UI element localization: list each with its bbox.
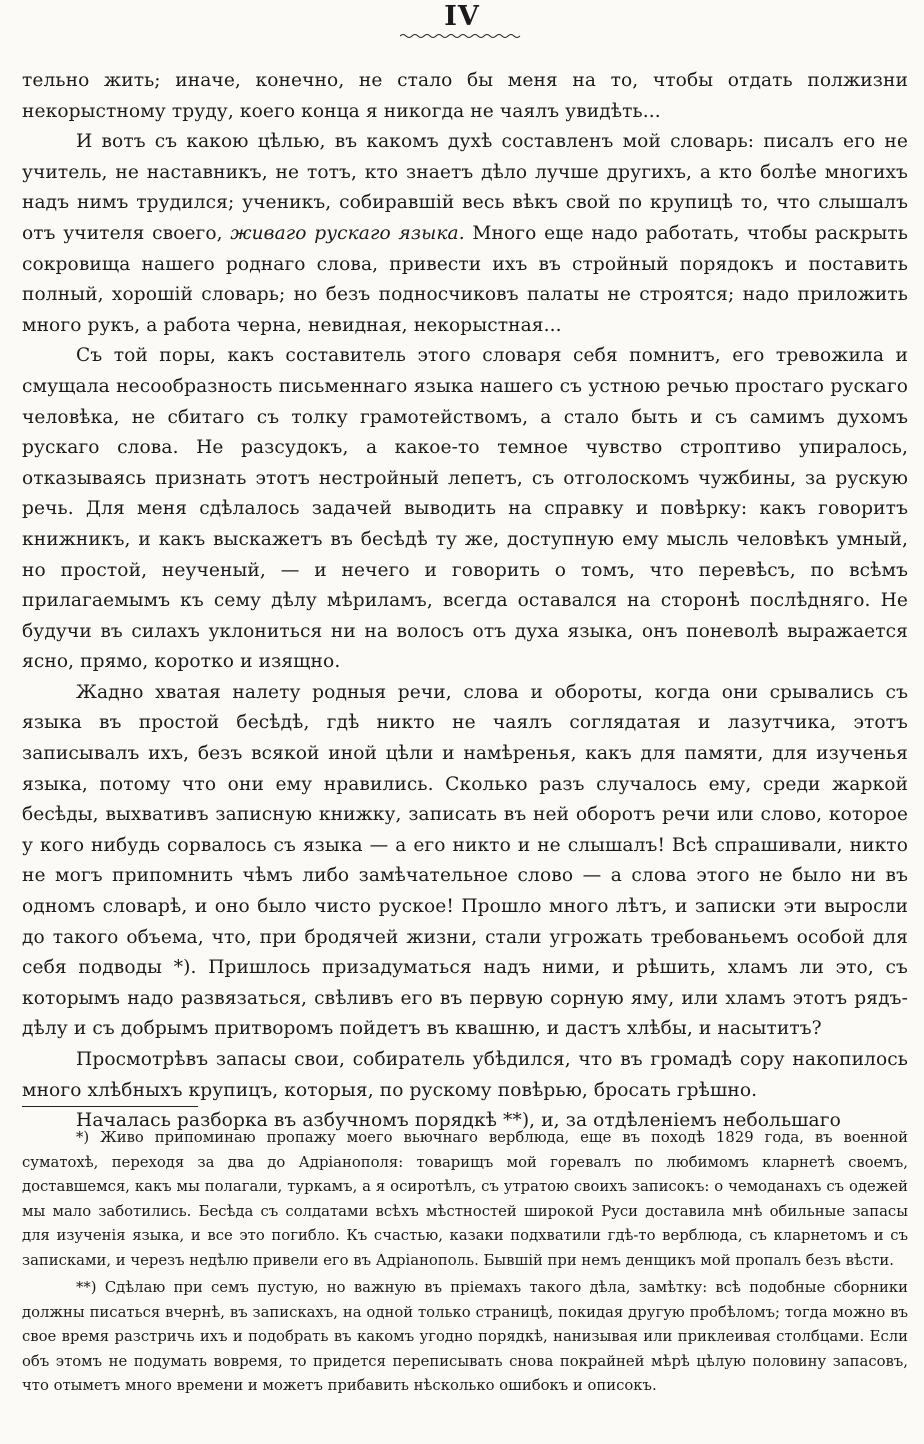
page-number: IV bbox=[444, 1, 480, 32]
paragraph-5: Просмотрѣвъ запасы свои, собиратель убѣдился, что въ громадѣ сору накопилось много хлѣбныхъ крупицъ, которыя, по рускому повѣрью, бросать грѣшно. bbox=[22, 1049, 908, 1101]
paragraph-3: Съ той поры, какъ составитель этого словаря себя помнитъ, его тревожила и смущала несообразность письменнаго языка нашего съ устною речью простаго рускаго человѣка, не сбитаго съ толку грамотействомъ, а стало быть и съ самимъ духомъ рускаго слова. Не разсудокъ, а какое-то темное чувство строптиво упиралось, отказываясь признать этотъ нестройный лепетъ, съ отголоскомъ чужбины, за рускую речь. Для меня сдѣлалось задачей выводить на справку и повѣрку: какъ говоритъ книжникъ, и какъ выскажетъ въ бесѣдѣ ту же, доступную ему мысль человѣкъ умный, но простой, неученый, — и нечего и говорить о томъ, что перевѣсъ, по всѣмъ прилагаемымъ къ сему дѣлу мѣриламъ, всегда оставался на сторонѣ послѣдняго. Не будучи въ силахъ уклониться ни на волосъ отъ духа языка, онъ поневолѣ выражается ясно, прямо, коротко и изящно. bbox=[22, 345, 908, 673]
wavy-ornament-icon bbox=[400, 33, 522, 39]
footnote-1: *) Живо припоминаю пропажу моего вьючнаго верблюда, еще въ походѣ 1829 года, въ военной суматохѣ, переходя за два до Адріанополя: товарищъ мой горевалъ по любимомъ кларнетѣ своемъ, доставшемся, какъ мы полагали, туркамъ, а я осиротѣлъ, съ утратою своихъ записокъ: о чемоданахъ съ одежей мы мало заботились. Бесѣда съ солдатами всѣхъ мѣстностей широкой Руси доставила мнѣ обильные запасы для изученія языка, и все это погибло. Къ счастью, казаки подхватили гдѣ-то верблюда, съ кларнетомъ и съ записками, и черезъ недѣлю привели его въ Адріанополь. Бывшій при немъ денщикъ мой пропалъ безъ вѣсти. bbox=[22, 1129, 908, 1269]
paragraph-1: тельно жить; иначе, конечно, не стало бы меня на то, чтобы отдать полжизни некорыстному труду, коего конца я никогда не чаялъ увидѣть... bbox=[22, 70, 908, 122]
main-text bbox=[22, 66, 908, 1137]
paragraph-2-end: Много еще надо работать, чтобы раскрыть сокровища нашего роднаго слова, привести ихъ въ стройный порядокъ и поставить полный, хорошій словарь; но безъ подносчиковъ палаты не строятся; надо приложить много рукъ, а работа черна, невидная, некорыстная... bbox=[22, 222, 908, 336]
paragraph-2 bbox=[22, 127, 908, 341]
footnotes bbox=[22, 1126, 908, 1399]
footnote-divider bbox=[22, 1106, 198, 1107]
paragraph-4: Жадно хватая налету родныя речи, слова и обороты, когда они срывались съ языка въ простой бесѣдѣ, гдѣ никто не чаялъ соглядатая и лазутчика, этотъ записывалъ ихъ, безъ всякой иной цѣли и намѣренья, какъ для памяти, для изученья языка, потому что они ему нравились. Сколько разъ случалось ему, среди жаркой бесѣды, выхвативъ записную книжку, записать въ ней оборотъ речи или слово, которое у кого нибудь сорвалось съ языка — а его никто и не слышалъ! Всѣ спрашивали, никто не могъ припомнить чѣмъ либо замѣчательное слово — а слова этого не было ни въ одномъ словарѣ, и оно было чисто руское! Прошло много лѣтъ, и записки эти выросли до такого объема, что, при бродячей жизни, стали угрожать требованьемъ особой для себя подводы *). Пришлось призадуматься надъ ними, и рѣшить, хламъ ли это, съ которымъ надо развязаться, свѣливъ его въ первую сорную яму, или хламъ этотъ рядъ-дѣлу и съ добрымъ притворомъ пойдетъ въ квашню, и дастъ хлѣбы, и насытитъ? bbox=[22, 681, 908, 1040]
footnote-2: **) Сдѣлаю при семъ пустую, но важную въ пріемахъ такого дѣла, замѣтку: всѣ подобные сборники должны писаться вчернѣ, въ запискахъ, на одной только страницѣ, покидая другую пробѣломъ; тогда можно въ свое время разстричь ихъ и подобрать въ какомъ угодно порядкѣ, нанизывая или приклеивая столбцами. Если объ этомъ не подумать вовремя, то придется переписывать снова покрайней мѣрѣ цѣлую половину запасовъ, что отыметъ много времени и можетъ прибавить нѣсколько ошибокъ и описокъ. bbox=[22, 1279, 908, 1394]
paragraph-2-start: И вотъ съ какою цѣлью, въ какомъ духѣ составленъ мой словарь: писалъ его не учитель, не наставникъ, не тотъ, кто знаетъ дѣло лучше другихъ, а кто болѣе многихъ надъ нимъ трудился; ученикъ, собиравшій весь вѣкъ свой по крупицѣ то, что слышалъ отъ учителя своего, bbox=[22, 131, 908, 244]
emphasis-living-language: живаго рускаго языка. bbox=[230, 222, 465, 244]
paragraph-6: Началась разборка въ азбучномъ порядкѣ **), и, за отдѣленіемъ небольшаго bbox=[76, 1110, 841, 1132]
